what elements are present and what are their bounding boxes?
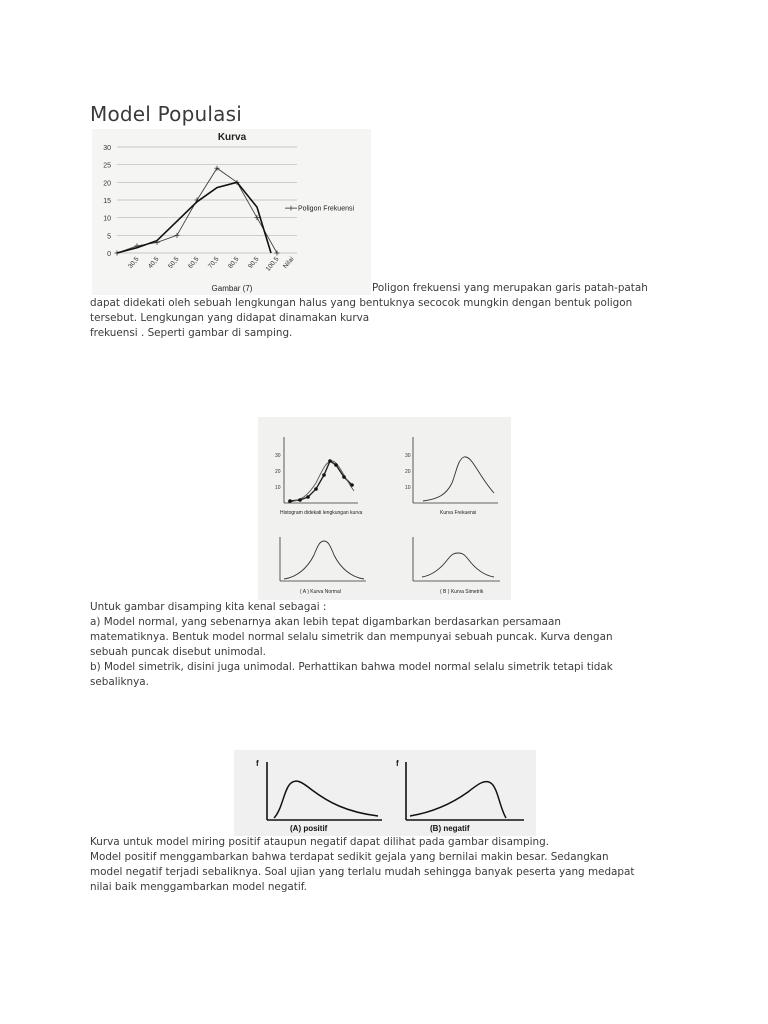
curve-types-figure: [258, 417, 511, 600]
legend-label: Poligon Frekuensi: [298, 205, 355, 213]
panel-caption: (B) negatif: [430, 824, 470, 833]
frequency-polygon-figure: [92, 129, 371, 295]
paragraph-model-normal: [90, 600, 690, 690]
y-tick-label: 0: [107, 251, 111, 258]
positive-skew-panel: [256, 759, 382, 833]
panel-caption: ( B ) Kurva Simetrik: [440, 589, 484, 595]
y-tick-label: 10: [275, 485, 281, 491]
paragraph-line: Untuk gambar disamping kita kenal sebagai :: [90, 601, 327, 613]
x-tick-label: 90,5: [247, 255, 261, 270]
y-tick-label: 20: [275, 469, 281, 475]
frequency-polygon-chart: [92, 129, 371, 295]
page-title: Model Populasi: [90, 102, 242, 126]
paragraph-line: model negatif terjadi sebaliknya. Soal ujian yang terlalu mudah sehingga banyak peserta yang medapat: [90, 866, 635, 878]
paragraph-line: dapat didekati oleh sebuah lengkungan halus yang bentuknya secocok mungkin dengan bentuk poligon: [90, 297, 633, 309]
y-tick-label: 30: [405, 453, 411, 459]
normal-curve-panel: [280, 537, 366, 595]
paragraph-poligon: [90, 281, 690, 341]
paragraph-line: sebuah puncak disebut unimodal.: [90, 646, 266, 658]
paragraph-line: tersebut. Lengkungan yang didapat dinamakan kurva: [90, 312, 370, 324]
paragraph-line: Kurva untuk model miring positif ataupun negatif dapat dilihat pada gambar disamping.: [90, 836, 550, 848]
x-tick-label: 80,5: [227, 255, 241, 270]
negative-skew-panel: [396, 759, 524, 833]
chart-title: Kurva: [217, 132, 247, 143]
paragraph-line: Poligon frekuensi yang merupakan garis patah-patah: [372, 282, 648, 294]
frequency-curve-panel: [405, 437, 498, 516]
f-axis-label: f: [396, 759, 399, 768]
y-tick-label: 20: [405, 469, 411, 475]
paragraph-line: a) Model normal, yang sebenarnya akan lebih tepat digambarkan berdasarkan persamaan: [90, 616, 561, 628]
y-tick-label: 30: [275, 453, 281, 459]
y-tick-label: 30: [103, 145, 111, 152]
x-tick-label: 30,5: [127, 255, 141, 270]
paragraph-line: nilai baik menggambarkan model negatif.: [90, 881, 307, 893]
paragraph-line: sebaliknya.: [90, 676, 149, 688]
skewed-curves-figure: [234, 750, 536, 836]
y-tick-label: 10: [103, 215, 111, 223]
y-tick-label: 10: [405, 485, 411, 491]
x-tick-label: 50,5: [167, 255, 181, 270]
x-tick-label: 60,5: [187, 255, 201, 270]
panel-caption: Histogram didekati lengkungan kurva: [280, 510, 363, 516]
paragraph-line: frekuensi . Seperti gambar di samping.: [90, 327, 293, 339]
y-tick-label: 25: [103, 162, 111, 170]
series-line-poligon: [117, 168, 277, 253]
paragraph-line: matematiknya. Bentuk model normal selalu simetrik dan mempunyai sebuah puncak. Kurva dengan: [90, 631, 613, 643]
curve-types-svg: [258, 417, 511, 600]
histogram-curve-panel: [275, 437, 362, 516]
y-tick-label: 5: [107, 233, 111, 241]
y-tick-label: 20: [103, 180, 111, 188]
panel-caption: Kurva Frekuensi: [440, 510, 477, 516]
x-tick-label: 40,5: [147, 255, 161, 270]
paragraph-model-miring: [90, 835, 690, 895]
x-axis-label: Nilai: [282, 255, 296, 270]
f-axis-label: f: [256, 759, 259, 768]
paragraph-line: b) Model simetrik, disini juga unimodal. Perhattikan bahwa model normal selalu simetrik tetapi tidak: [90, 661, 613, 673]
chart-caption: Gambar (7): [211, 284, 253, 293]
x-tick-label: 100,5: [264, 255, 281, 273]
skewed-curves-svg: [234, 750, 536, 836]
panel-caption: ( A ) Kurva Normal: [300, 589, 341, 595]
x-tick-label: 70,5: [207, 255, 221, 270]
y-tick-label: 15: [103, 198, 111, 205]
paragraph-line: Model positif menggambarkan bahwa terdapat sedikit gejala yang bernilai makin besar. Sedangkan: [90, 851, 609, 863]
panel-caption: (A) positif: [290, 824, 328, 833]
symmetric-curve-panel: [413, 537, 500, 595]
